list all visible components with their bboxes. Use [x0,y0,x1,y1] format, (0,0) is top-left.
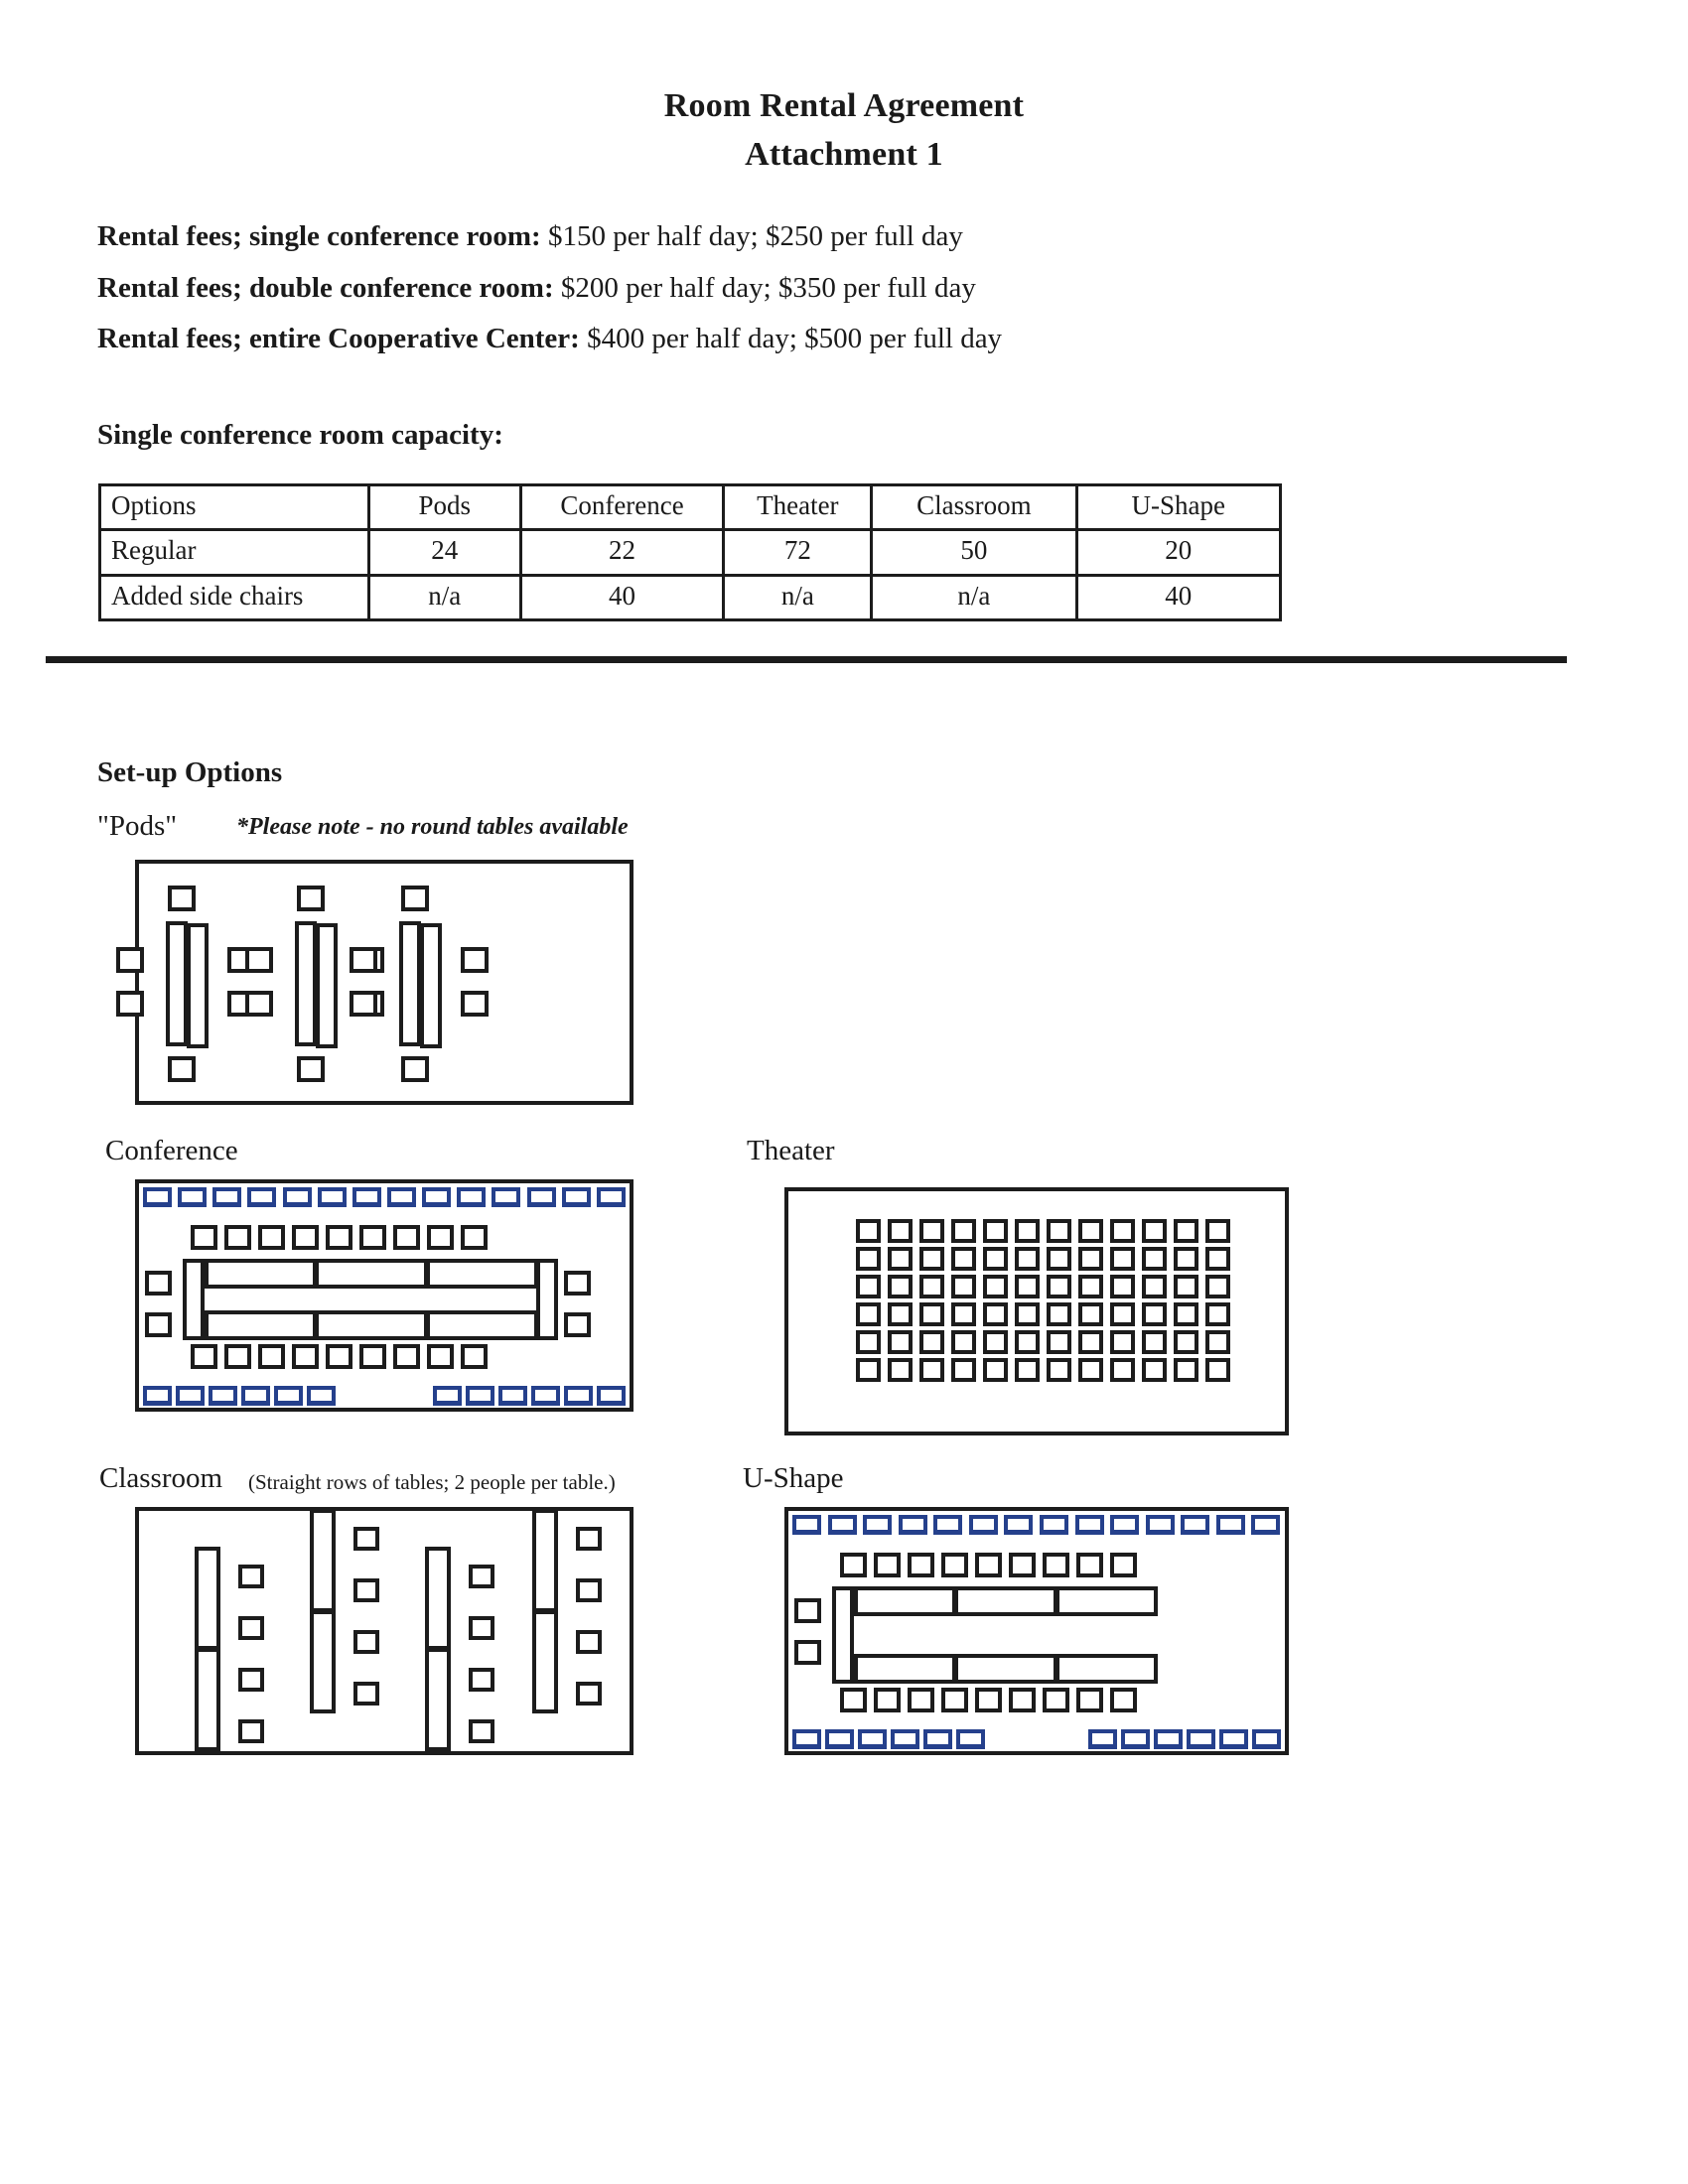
column-header-options: Options [100,485,369,530]
chair-bottom [224,1344,251,1369]
pods-diagram-note: *Please note - no round tables available [236,814,629,840]
document-title-line-2: Attachment 1 [745,136,943,173]
pod-chair-left [116,991,144,1017]
pod-chair-right [461,991,489,1017]
table-segment-bottom [315,1310,427,1340]
theater-chair [951,1358,976,1382]
theater-chair [1078,1275,1103,1298]
blue-chair-top [562,1187,591,1207]
blue-chair-bottom-left [209,1386,237,1406]
classroom-chair [353,1682,379,1706]
classroom-chair [469,1719,494,1743]
column-header-ushape: U-Shape [1076,485,1281,530]
blue-chair-bottom-left [858,1729,887,1749]
theater-chair [983,1275,1008,1298]
classroom-chair [576,1527,602,1551]
theater-chair [1174,1219,1198,1243]
theater-chair [1015,1275,1040,1298]
theater-chair [919,1219,944,1243]
blue-chair-top [597,1187,626,1207]
pod-table [187,923,209,1048]
theater-chair [1205,1275,1230,1298]
section-divider [46,656,1567,663]
chair-bottom [427,1344,454,1369]
classroom-chair [353,1578,379,1602]
classroom-chair [353,1527,379,1551]
theater-chair [888,1275,913,1298]
capacity-table [98,483,1282,621]
document-title-line-1: Room Rental Agreement [663,87,1025,124]
theater-chair [1078,1219,1103,1243]
classroom-diagram-label: Classroom [99,1462,223,1494]
classroom-chair [469,1616,494,1640]
classroom-room-diagram [135,1507,633,1755]
theater-chair [856,1358,881,1382]
blue-chair-top [283,1187,312,1207]
chair-bottom [1009,1688,1036,1712]
classroom-table [195,1648,220,1751]
blue-chair-bottom-right [531,1386,560,1406]
theater-chair [983,1302,1008,1326]
chair-top [908,1553,934,1577]
column-header-conference: Conference [520,485,724,530]
pod-chair-left [350,991,377,1017]
theater-chair [1015,1358,1040,1382]
table-header-row [100,485,1281,530]
theater-chair [856,1302,881,1326]
theater-chair [856,1275,881,1298]
chair-bottom [1110,1688,1137,1712]
classroom-chair [238,1565,264,1588]
chair-bottom [258,1344,285,1369]
blue-chair-bottom-right [597,1386,626,1406]
ushape-room-diagram [784,1507,1289,1755]
theater-chair [1047,1330,1071,1354]
conference-room-diagram [135,1179,633,1412]
blue-chair-top [143,1187,172,1207]
table-segment-top [954,1586,1056,1616]
table-segment-bottom [1055,1654,1158,1684]
classroom-table [310,1610,336,1713]
blue-chair-bottom-left [923,1729,952,1749]
pod-table [166,921,188,1046]
pod-chair-left [245,947,273,973]
blue-chair-top [863,1515,892,1535]
blue-chair-bottom-right [1154,1729,1183,1749]
chair-top [224,1225,251,1250]
pod-chair-bottom [168,1056,196,1082]
theater-chair [888,1330,913,1354]
theater-chair [888,1247,913,1271]
pod-chair-right [461,947,489,973]
theater-chair [1015,1247,1040,1271]
chair-bottom [359,1344,386,1369]
theater-chair [1110,1302,1135,1326]
theater-chair [1078,1358,1103,1382]
theater-chair [919,1275,944,1298]
chair-top [292,1225,319,1250]
classroom-chair [576,1578,602,1602]
theater-chair [919,1302,944,1326]
theater-chair [951,1302,976,1326]
blue-chair-top [1075,1515,1104,1535]
theater-chair [1142,1275,1167,1298]
blue-chair-bottom-right [1121,1729,1150,1749]
theater-chair [888,1219,913,1243]
theater-chair [1174,1275,1198,1298]
table-end-left [183,1259,205,1340]
blue-chair-top [212,1187,241,1207]
theater-chair [1047,1219,1071,1243]
table-segment-top [205,1259,317,1289]
blue-chair-top [492,1187,520,1207]
theater-chair [1078,1302,1103,1326]
capacity-table-wrapper [98,483,1282,621]
blue-chair-bottom-right [564,1386,593,1406]
theater-chair [888,1358,913,1382]
classroom-table [532,1610,558,1713]
blue-chair-top [969,1515,998,1535]
chair-left [794,1640,821,1665]
theater-chair [856,1247,881,1271]
table-segment-bottom [854,1654,956,1684]
classroom-chair [576,1630,602,1654]
blue-chair-top [1251,1515,1280,1535]
blue-chair-top [828,1515,857,1535]
blue-chair-bottom-left [143,1386,172,1406]
capacity-heading: Single conference room capacity: [97,419,503,451]
theater-chair [1205,1330,1230,1354]
blue-chair-top [527,1187,556,1207]
blue-chair-bottom-left [792,1729,821,1749]
classroom-diagram-note: (Straight rows of tables; 2 people per table.) [248,1470,616,1494]
theater-chair [1110,1358,1135,1382]
blue-chair-bottom-right [1088,1729,1117,1749]
blue-chair-bottom-right [466,1386,494,1406]
blue-chair-top [933,1515,962,1535]
blue-chair-bottom-left [241,1386,270,1406]
theater-chair [951,1330,976,1354]
pod-chair-top [168,886,196,911]
blue-chair-bottom-right [1187,1729,1215,1749]
blue-chair-bottom-left [307,1386,336,1406]
theater-chair [983,1358,1008,1382]
chair-top [941,1553,968,1577]
cell-added-classroom: n/a [872,575,1076,619]
theater-chair [856,1330,881,1354]
theater-chair [1110,1247,1135,1271]
chair-top [874,1553,901,1577]
theater-chair [1047,1275,1071,1298]
blue-chair-top [1110,1515,1139,1535]
fee-line-entire-center [97,323,1002,355]
blue-chair-top [247,1187,276,1207]
chair-bottom [840,1688,867,1712]
theater-chair [1205,1247,1230,1271]
classroom-table [532,1509,558,1612]
pod-chair-top [401,886,429,911]
table-segment-top [1055,1586,1158,1616]
classroom-table [425,1648,451,1751]
theater-chair [1174,1247,1198,1271]
fee-line-single [97,220,963,253]
chair-right [564,1271,591,1296]
table-end-right [536,1259,558,1340]
table-segment-top [315,1259,427,1289]
cell-regular-pods: 24 [368,530,520,575]
blue-chair-bottom-right [498,1386,527,1406]
blue-chair-bottom-left [891,1729,919,1749]
theater-chair [919,1247,944,1271]
chair-left [145,1271,172,1296]
chair-top [427,1225,454,1250]
theater-chair [1110,1219,1135,1243]
blue-chair-bottom-right [433,1386,462,1406]
blue-chair-top [352,1187,381,1207]
theater-chair [1142,1330,1167,1354]
theater-chair [983,1247,1008,1271]
blue-chair-top [457,1187,486,1207]
theater-chair [1015,1330,1040,1354]
ushape-diagram-label: U-Shape [743,1462,844,1494]
blue-chair-top [792,1515,821,1535]
chair-top [191,1225,217,1250]
fee-value-entire-center: $400 per half day; $500 per full day [587,323,1003,354]
blue-chair-top [1004,1515,1033,1535]
blue-chair-top [178,1187,207,1207]
chair-left [145,1312,172,1337]
theater-chair [1174,1358,1198,1382]
pod-chair-left [116,947,144,973]
theater-chair [951,1275,976,1298]
pod-chair-left [350,947,377,973]
theater-chair [1174,1330,1198,1354]
theater-chair [1047,1302,1071,1326]
pod-chair-bottom [297,1056,325,1082]
theater-chair [1047,1247,1071,1271]
classroom-chair [469,1668,494,1692]
theater-chair [983,1219,1008,1243]
theater-room-diagram [784,1187,1289,1435]
blue-chair-top [1216,1515,1245,1535]
classroom-chair [238,1668,264,1692]
chair-top [461,1225,488,1250]
classroom-chair [238,1719,264,1743]
fee-label-single: Rental fees; single conference room: [97,220,541,252]
table-row [100,530,1281,575]
blue-chair-bottom-right [1252,1729,1281,1749]
chair-left [794,1598,821,1623]
table-segment-bottom [426,1310,538,1340]
pod-table [399,921,421,1046]
cell-regular-ushape: 20 [1076,530,1281,575]
fee-label-entire-center: Rental fees; entire Cooperative Center: [97,323,580,354]
column-header-classroom: Classroom [872,485,1076,530]
pods-diagram-label: "Pods" [97,810,178,842]
table-end-left [832,1586,854,1684]
chair-top [258,1225,285,1250]
fee-value-single: $150 per half day; $250 per full day [547,220,963,252]
chair-right [564,1312,591,1337]
pod-chair-top [297,886,325,911]
chair-top [840,1553,867,1577]
chair-top [1043,1553,1069,1577]
cell-regular-classroom: 50 [872,530,1076,575]
theater-chair [1015,1219,1040,1243]
theater-chair [1205,1358,1230,1382]
cell-added-ushape: 40 [1076,575,1281,619]
chair-top [1076,1553,1103,1577]
chair-top [359,1225,386,1250]
chair-top [1110,1553,1137,1577]
classroom-chair [576,1682,602,1706]
theater-chair [1110,1275,1135,1298]
column-header-pods: Pods [368,485,520,530]
classroom-table [310,1509,336,1612]
blue-chair-top [1146,1515,1175,1535]
chair-bottom [326,1344,352,1369]
theater-chair [1205,1302,1230,1326]
blue-chair-bottom-left [274,1386,303,1406]
blue-chair-top [1040,1515,1068,1535]
fee-line-double [97,272,976,305]
classroom-table [195,1547,220,1650]
cell-added-theater: n/a [724,575,872,619]
blue-chair-top [318,1187,347,1207]
chair-top [1009,1553,1036,1577]
theater-chair [1142,1358,1167,1382]
theater-diagram-label: Theater [747,1135,835,1166]
row-label-added-side-chairs: Added side chairs [100,575,369,619]
cell-added-pods: n/a [368,575,520,619]
chair-bottom [1043,1688,1069,1712]
chair-bottom [191,1344,217,1369]
setup-options-heading: Set-up Options [97,756,283,788]
theater-chair [1205,1219,1230,1243]
cell-added-conference: 40 [520,575,724,619]
theater-chair [919,1330,944,1354]
pod-chair-left [245,991,273,1017]
theater-chair [1078,1330,1103,1354]
theater-chair [1047,1358,1071,1382]
cell-regular-theater: 72 [724,530,872,575]
theater-chair [1015,1302,1040,1326]
blue-chair-top [899,1515,927,1535]
table-segment-top [854,1586,956,1616]
theater-chair [1142,1302,1167,1326]
pod-chair-bottom [401,1056,429,1082]
chair-bottom [1076,1688,1103,1712]
fee-value-double: $200 per half day; $350 per full day [560,272,976,304]
theater-chair [856,1219,881,1243]
chair-bottom [975,1688,1002,1712]
chair-top [975,1553,1002,1577]
chair-bottom [461,1344,488,1369]
row-label-regular: Regular [100,530,369,575]
theater-chair [1174,1302,1198,1326]
pod-table [316,923,338,1048]
table-segment-bottom [205,1310,317,1340]
theater-chair [919,1358,944,1382]
theater-chair [1142,1219,1167,1243]
blue-chair-top [387,1187,416,1207]
table-segment-bottom [954,1654,1056,1684]
theater-chair [951,1247,976,1271]
chair-bottom [292,1344,319,1369]
chair-bottom [874,1688,901,1712]
theater-chair [983,1330,1008,1354]
chair-top [393,1225,420,1250]
chair-bottom [941,1688,968,1712]
conference-diagram-label: Conference [105,1135,238,1166]
chair-bottom [908,1688,934,1712]
table-segment-top [426,1259,538,1289]
theater-chair [951,1219,976,1243]
theater-chair [1110,1330,1135,1354]
classroom-chair [353,1630,379,1654]
blue-chair-bottom-left [825,1729,854,1749]
blue-chair-top [1181,1515,1209,1535]
pods-room-diagram [135,860,633,1105]
table-row [100,575,1281,619]
theater-chair [1142,1247,1167,1271]
fee-label-double: Rental fees; double conference room: [97,272,554,304]
blue-chair-bottom-left [176,1386,205,1406]
pod-table [295,921,317,1046]
blue-chair-bottom-left [956,1729,985,1749]
theater-chair [888,1302,913,1326]
classroom-chair [238,1616,264,1640]
blue-chair-bottom-right [1219,1729,1248,1749]
chair-bottom [393,1344,420,1369]
chair-top [326,1225,352,1250]
column-header-theater: Theater [724,485,872,530]
theater-chair [1078,1247,1103,1271]
classroom-table [425,1547,451,1650]
classroom-chair [469,1565,494,1588]
pod-table [420,923,442,1048]
cell-regular-conference: 22 [520,530,724,575]
blue-chair-top [422,1187,451,1207]
